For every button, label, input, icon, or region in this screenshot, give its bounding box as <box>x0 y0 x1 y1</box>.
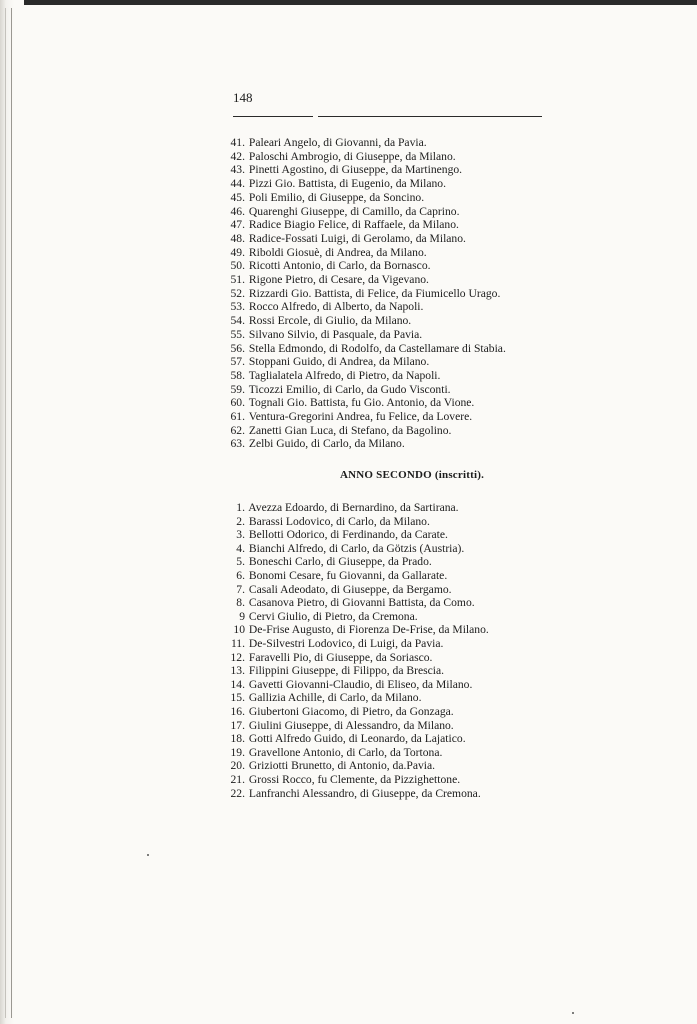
entry-text: Silvano Silvio, di Pasquale, da Pavia. <box>248 327 423 341</box>
entry-text: Radice-Fossati Luigi, di Gerolamo, da Milano. <box>248 231 466 245</box>
entry-number: 56. <box>230 341 245 355</box>
list-entry <box>214 759 435 773</box>
entry-number: 53. <box>230 300 245 314</box>
list-entry <box>214 177 446 191</box>
entry-number: 14. <box>230 677 245 691</box>
entry-text: Pinetti Agostino, di Giuseppe, da Martinengo. <box>248 163 463 177</box>
list-entry <box>214 218 459 232</box>
entry-number: 54. <box>230 314 245 328</box>
entry-text: Giulini Giuseppe, di Alessandro, da Milano. <box>248 718 454 732</box>
list-entry <box>214 205 460 219</box>
list-entry <box>214 746 442 760</box>
entry-number: 60. <box>230 396 245 410</box>
entry-text: Paleari Angelo, di Giovanni, da Pavia. <box>248 136 427 149</box>
list-entry <box>214 719 454 733</box>
list-entry <box>214 136 427 150</box>
entry-text: Barassi Lodovico, di Carlo, da Milano. <box>248 514 430 528</box>
list-entry <box>214 732 466 746</box>
entry-text: Rossi Ercole, di Giulio, da Milano. <box>248 314 412 328</box>
list-entry <box>214 246 427 260</box>
entry-text: Rocco Alfredo, di Alberto, da Napoli. <box>248 300 424 314</box>
entry-number: 50. <box>230 259 245 273</box>
entry-text: De-Frise Augusto, di Fiorenza De-Frise, da Milano. <box>248 623 489 637</box>
entry-number: 59. <box>230 382 245 396</box>
entry-number: 19. <box>230 745 245 759</box>
list-entry <box>214 610 418 624</box>
entry-number: 21. <box>230 773 245 786</box>
entry-text: Grossi Rocco, fu Clemente, da Pizzighettone. <box>248 773 461 786</box>
entry-number: 13. <box>230 664 245 678</box>
list-entry <box>214 583 452 597</box>
list-entry <box>214 515 430 529</box>
entry-text: Stoppani Guido, di Andrea, da Milano. <box>248 355 430 369</box>
list-entry <box>214 596 475 610</box>
list-entry <box>214 569 447 583</box>
entry-number: 48. <box>230 231 245 245</box>
entry-number: 22. <box>230 786 245 800</box>
binding-line-outer <box>5 8 6 1018</box>
binding-line <box>11 8 12 1018</box>
entry-text: Ricotti Antonio, di Carlo, da Bornasco. <box>248 259 431 273</box>
list-entry <box>214 396 474 410</box>
entry-text: Tognali Gio. Battista, fu Gio. Antonio, da Vione. <box>248 396 475 410</box>
binding-edge <box>0 0 24 1024</box>
entry-number: 5. <box>236 555 245 569</box>
list-entry <box>214 705 454 719</box>
list-entry <box>214 637 443 651</box>
entry-text: Filippini Giuseppe, di Filippo, da Brescia. <box>248 664 445 678</box>
list-entry <box>214 651 432 665</box>
list-entry <box>214 355 429 369</box>
entry-text: Faravelli Pio, di Giuseppe, da Soriasco. <box>248 650 433 664</box>
page-top-border <box>0 0 697 5</box>
entry-text: Casali Adeodato, di Giuseppe, da Bergamo. <box>248 582 452 596</box>
entry-number: 43. <box>230 163 245 177</box>
list-entry <box>214 787 481 801</box>
entry-number: 52. <box>230 286 245 300</box>
list-entry <box>214 555 432 569</box>
entry-text: Lanfranchi Alessandro, di Giuseppe, da Cremona. <box>248 786 481 800</box>
entry-text: Ventura-Gregorini Andrea, fu Felice, da Lovere. <box>248 410 473 423</box>
entry-text: Gallizia Achille, di Carlo, da Milano. <box>248 691 422 705</box>
entry-text: Taglialatela Alfredo, di Pietro, da Napoli. <box>248 368 441 382</box>
entry-number: 9 <box>239 609 245 623</box>
list-entry <box>214 437 405 451</box>
list-entry <box>214 691 421 705</box>
entry-text: Gravellone Antonio, di Carlo, da Tortona. <box>248 745 443 759</box>
entry-number: 12. <box>230 650 245 664</box>
list-entry <box>214 150 456 164</box>
entry-number: 61. <box>230 410 245 423</box>
section-heading: ANNO SECONDO (inscritti). <box>340 469 485 481</box>
entry-number: 51. <box>230 273 245 286</box>
list-entry <box>214 383 451 397</box>
entry-text: Quarenghi Giuseppe, di Camillo, da Caprino. <box>248 204 460 218</box>
entry-number: 18. <box>230 732 245 746</box>
header-rule-left <box>233 116 313 117</box>
entry-number: 4. <box>236 541 245 555</box>
entry-text: Griziotti Brunetto, di Antonio, da.Pavia. <box>248 759 436 773</box>
entry-number: 41. <box>230 136 245 149</box>
entry-text: Rizzardi Gio. Battista, di Felice, da Fiumicello Urago. <box>248 286 501 300</box>
list-entry <box>214 528 448 542</box>
entry-text: Riboldi Giosuè, di Andrea, da Milano. <box>248 245 427 259</box>
list-entry <box>214 163 462 177</box>
entry-number: 62. <box>230 423 245 437</box>
entry-number: 3. <box>236 528 245 542</box>
entry-text: Pizzi Gio. Battista, di Eugenio, da Milano. <box>248 177 446 191</box>
entry-text: Stella Edmondo, di Rodolfo, da Castellamare di Stabia. <box>248 341 506 355</box>
list-entry <box>214 191 424 205</box>
list-entry <box>214 410 472 424</box>
entry-text: Radice Biagio Felice, di Raffaele, da Milano. <box>248 218 459 232</box>
entry-text: Bellotti Odorico, di Ferdinando, da Carate. <box>248 528 448 542</box>
entry-number: 63. <box>230 437 245 451</box>
entry-number: 47. <box>230 218 245 232</box>
entry-number: 49. <box>230 245 245 259</box>
entry-number: 2. <box>236 514 245 528</box>
list-entry <box>214 314 411 328</box>
entry-number: 45. <box>230 190 245 204</box>
entry-text: Gotti Alfredo Guido, di Leonardo, da Lajatico. <box>248 732 466 746</box>
list-entry <box>214 664 444 678</box>
entry-text: Zelbi Guido, di Carlo, da Milano. <box>248 437 405 451</box>
paper-speck <box>572 1012 574 1014</box>
entry-number: 42. <box>230 149 245 163</box>
paper-speck <box>147 854 149 856</box>
entry-text: Avezza Edoardo, di Bernardino, da Sartirana. <box>248 501 459 514</box>
list-entry <box>214 369 440 383</box>
entry-text: Bianchi Alfredo, di Carlo, da Götzis (Austria). <box>248 541 465 555</box>
entry-number: 17. <box>230 718 245 732</box>
header-rule-right <box>318 116 542 117</box>
entry-text: Paloschi Ambrogio, di Giuseppe, da Milano. <box>248 149 456 163</box>
entry-text: Rigone Pietro, di Cesare, da Vigevano. <box>248 273 429 286</box>
entry-text: Gavetti Giovanni-Claudio, di Eliseo, da Milano. <box>248 677 473 691</box>
list-entry <box>214 300 423 314</box>
entry-text: Ticozzi Emilio, di Carlo, da Gudo Visconti. <box>248 382 451 396</box>
list-entry <box>214 773 460 787</box>
list-entry <box>214 342 506 356</box>
entry-number: 11. <box>230 637 245 650</box>
list-entry <box>214 287 500 301</box>
list-entry <box>214 678 472 692</box>
list-entry <box>214 273 429 287</box>
entry-text: Cervi Giulio, di Pietro, da Cremona. <box>248 609 418 623</box>
entry-text: Zanetti Gian Luca, di Stefano, da Bagolino. <box>248 423 452 437</box>
entry-number: 58. <box>230 368 245 382</box>
entry-number: 20. <box>230 759 245 773</box>
entry-text: Giubertoni Giacomo, di Pietro, da Gonzaga. <box>248 705 454 718</box>
list-entry <box>214 259 431 273</box>
entry-text: De-Silvestri Lodovico, di Luigi, da Pavia. <box>248 637 444 650</box>
list-entry <box>214 623 489 637</box>
entry-text: Boneschi Carlo, di Giuseppe, da Prado. <box>248 555 432 569</box>
entry-number: 8. <box>236 596 245 610</box>
entry-number: 7. <box>236 582 245 596</box>
entry-number: 10 <box>233 623 245 637</box>
entry-text: Poli Emilio, di Giuseppe, da Soncino. <box>248 190 425 204</box>
entry-number: 55. <box>230 327 245 341</box>
entry-number: 57. <box>230 355 245 369</box>
entry-number: 15. <box>230 691 245 705</box>
entry-number: 1. <box>236 501 245 514</box>
entry-number: 16. <box>230 705 245 718</box>
list-entry <box>214 424 451 438</box>
entry-text: Casanova Pietro, di Giovanni Battista, da Como. <box>248 596 475 610</box>
entry-number: 46. <box>230 204 245 218</box>
list-entry <box>214 328 422 342</box>
entry-number: 44. <box>230 177 245 191</box>
entry-number: 6. <box>236 569 245 582</box>
list-entry <box>214 542 464 556</box>
list-entry <box>214 232 466 246</box>
entry-text: Bonomi Cesare, fu Giovanni, da Gallarate. <box>248 569 448 582</box>
list-entry <box>214 501 459 515</box>
page-number: 148 <box>233 90 253 105</box>
